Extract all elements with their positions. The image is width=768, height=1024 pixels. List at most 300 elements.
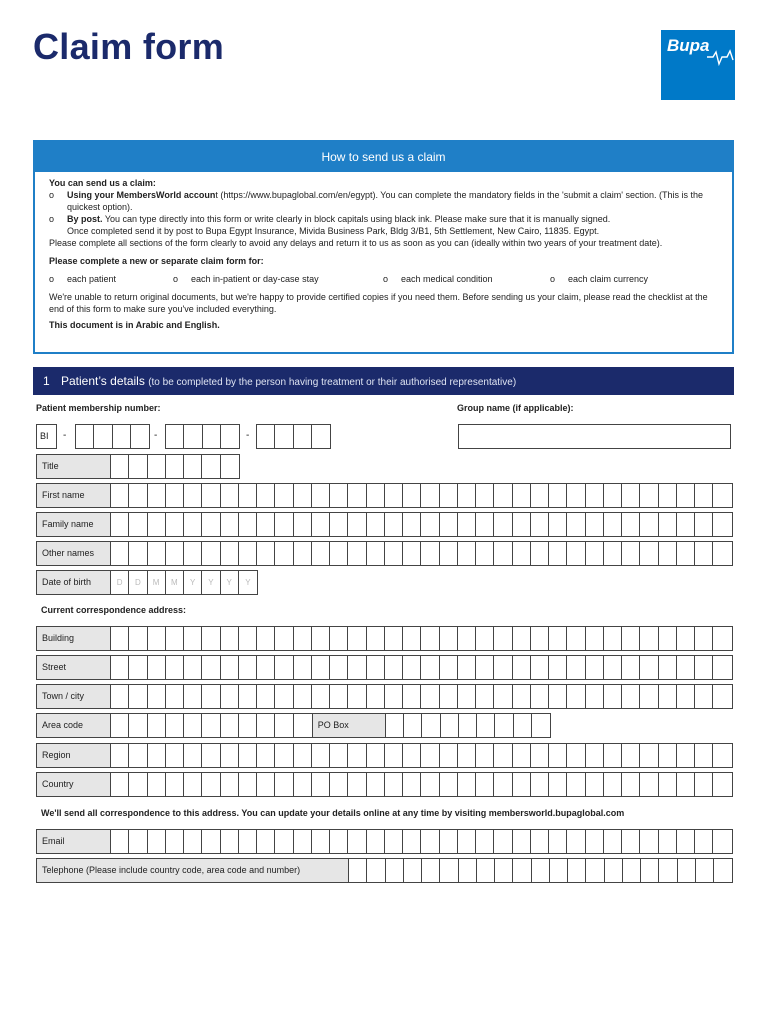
entry-cell[interactable] xyxy=(421,773,439,796)
entry-cell[interactable] xyxy=(166,714,184,737)
entry-cell[interactable] xyxy=(567,484,585,507)
entry-cell[interactable] xyxy=(494,744,512,767)
entry-cell[interactable] xyxy=(312,656,330,679)
entry-cell[interactable] xyxy=(477,714,495,737)
entry-cell[interactable] xyxy=(622,656,640,679)
entry-cell[interactable] xyxy=(477,859,495,882)
entry-cell[interactable] xyxy=(440,859,458,882)
entry-cell[interactable] xyxy=(312,484,330,507)
entry-cell[interactable] xyxy=(440,744,458,767)
entry-cell[interactable] xyxy=(403,773,421,796)
entry-cell[interactable] xyxy=(659,513,677,536)
entry-cell[interactable] xyxy=(202,627,220,650)
entry-cell[interactable] xyxy=(148,656,166,679)
family-name-cells[interactable] xyxy=(111,513,732,536)
entry-cell[interactable] xyxy=(111,627,129,650)
entry-cell[interactable] xyxy=(275,773,293,796)
entry-cell[interactable] xyxy=(111,542,129,565)
entry-cell[interactable] xyxy=(348,685,366,708)
entry-cell[interactable] xyxy=(513,685,531,708)
country-cells[interactable] xyxy=(111,773,732,796)
entry-cell[interactable] xyxy=(586,513,604,536)
membership-digit-cell[interactable] xyxy=(221,425,239,448)
entry-cell[interactable] xyxy=(184,484,202,507)
entry-cell[interactable] xyxy=(713,685,731,708)
entry-cell[interactable] xyxy=(239,714,257,737)
entry-cell[interactable] xyxy=(476,627,494,650)
entry-cell[interactable] xyxy=(494,685,512,708)
entry-cell[interactable] xyxy=(367,542,385,565)
entry-cell[interactable] xyxy=(586,744,604,767)
entry-cell[interactable] xyxy=(568,859,586,882)
entry-cell[interactable] xyxy=(622,744,640,767)
membership-digit-cell[interactable] xyxy=(94,425,112,448)
entry-cell[interactable] xyxy=(166,484,184,507)
entry-cell[interactable] xyxy=(221,714,239,737)
entry-cell[interactable] xyxy=(367,484,385,507)
entry-cell[interactable] xyxy=(221,744,239,767)
entry-cell[interactable] xyxy=(275,513,293,536)
po-box-cells[interactable] xyxy=(386,714,550,737)
entry-cell[interactable] xyxy=(184,455,202,478)
entry-cell[interactable] xyxy=(586,484,604,507)
entry-cell[interactable] xyxy=(294,685,312,708)
entry-cell[interactable] xyxy=(385,830,403,853)
entry-cell[interactable] xyxy=(640,513,658,536)
membership-digit-cell[interactable] xyxy=(203,425,221,448)
entry-cell[interactable] xyxy=(604,744,622,767)
membership-part-1[interactable] xyxy=(75,424,150,449)
entry-cell[interactable] xyxy=(513,513,531,536)
entry-cell[interactable] xyxy=(421,830,439,853)
entry-cell[interactable] xyxy=(330,627,348,650)
entry-cell[interactable] xyxy=(622,685,640,708)
entry-cell[interactable] xyxy=(713,513,731,536)
entry-cell[interactable] xyxy=(312,744,330,767)
entry-cell[interactable] xyxy=(404,859,422,882)
entry-cell[interactable] xyxy=(166,656,184,679)
entry-cell[interactable] xyxy=(677,685,695,708)
entry-cell[interactable] xyxy=(386,859,404,882)
membership-digit-cell[interactable] xyxy=(131,425,149,448)
entry-cell[interactable] xyxy=(421,685,439,708)
entry-cell[interactable] xyxy=(184,773,202,796)
entry-cell[interactable] xyxy=(421,484,439,507)
entry-cell[interactable] xyxy=(604,484,622,507)
entry-cell[interactable] xyxy=(221,484,239,507)
entry-cell[interactable] xyxy=(184,513,202,536)
entry-cell[interactable] xyxy=(495,859,513,882)
entry-cell[interactable] xyxy=(421,627,439,650)
entry-cell[interactable] xyxy=(494,773,512,796)
entry-cell[interactable] xyxy=(330,685,348,708)
entry-cell[interactable] xyxy=(184,830,202,853)
entry-cell[interactable] xyxy=(330,830,348,853)
entry-cell[interactable] xyxy=(604,513,622,536)
entry-cell[interactable] xyxy=(476,484,494,507)
title-cells[interactable] xyxy=(111,455,239,478)
entry-cell[interactable] xyxy=(294,542,312,565)
entry-cell[interactable] xyxy=(403,744,421,767)
entry-cell[interactable] xyxy=(640,656,658,679)
entry-cell[interactable] xyxy=(532,714,550,737)
entry-cell[interactable] xyxy=(640,685,658,708)
entry-cell[interactable] xyxy=(494,830,512,853)
entry-cell[interactable] xyxy=(586,656,604,679)
entry-cell[interactable] xyxy=(513,656,531,679)
entry-cell[interactable] xyxy=(386,714,404,737)
entry-cell[interactable] xyxy=(513,830,531,853)
entry-cell[interactable] xyxy=(604,773,622,796)
entry-cell[interactable] xyxy=(403,685,421,708)
entry-cell[interactable] xyxy=(239,627,257,650)
entry-cell[interactable] xyxy=(422,714,440,737)
entry-cell[interactable] xyxy=(166,744,184,767)
entry-cell[interactable] xyxy=(494,627,512,650)
membership-digit-cell[interactable] xyxy=(113,425,131,448)
entry-cell[interactable] xyxy=(550,859,568,882)
entry-cell[interactable] xyxy=(404,714,422,737)
entry-cell[interactable] xyxy=(257,513,275,536)
entry-cell[interactable] xyxy=(239,773,257,796)
entry-cell[interactable] xyxy=(221,542,239,565)
entry-cell[interactable] xyxy=(330,542,348,565)
entry-cell[interactable] xyxy=(330,773,348,796)
entry-cell[interactable] xyxy=(695,685,713,708)
entry-cell[interactable] xyxy=(458,744,476,767)
entry-cell[interactable] xyxy=(202,455,220,478)
entry-cell[interactable] xyxy=(714,859,732,882)
entry-cell[interactable] xyxy=(586,685,604,708)
entry-cell[interactable] xyxy=(713,542,731,565)
entry-cell[interactable] xyxy=(403,484,421,507)
entry-cell[interactable] xyxy=(367,627,385,650)
entry-cell[interactable] xyxy=(202,685,220,708)
entry-cell[interactable] xyxy=(458,773,476,796)
entry-cell[interactable] xyxy=(385,627,403,650)
entry-cell[interactable] xyxy=(513,627,531,650)
entry-cell[interactable] xyxy=(330,656,348,679)
entry-cell[interactable] xyxy=(294,513,312,536)
entry-cell[interactable] xyxy=(202,714,220,737)
entry-cell[interactable] xyxy=(476,685,494,708)
entry-cell[interactable] xyxy=(513,773,531,796)
entry-cell[interactable] xyxy=(385,656,403,679)
entry-cell[interactable] xyxy=(312,542,330,565)
entry-cell[interactable] xyxy=(403,513,421,536)
entry-cell[interactable] xyxy=(476,513,494,536)
entry-cell[interactable] xyxy=(549,484,567,507)
entry-cell[interactable] xyxy=(494,484,512,507)
entry-cell[interactable] xyxy=(695,656,713,679)
entry-cell[interactable] xyxy=(166,830,184,853)
entry-cell[interactable] xyxy=(677,484,695,507)
entry-cell[interactable] xyxy=(531,744,549,767)
entry-cell[interactable] xyxy=(531,685,549,708)
entry-cell[interactable] xyxy=(695,627,713,650)
entry-cell[interactable] xyxy=(440,513,458,536)
entry-cell[interactable] xyxy=(421,744,439,767)
entry-cell[interactable] xyxy=(514,714,532,737)
entry-cell[interactable] xyxy=(221,455,239,478)
dob-year-cell[interactable]: Y xyxy=(245,578,251,587)
entry-cell[interactable] xyxy=(275,627,293,650)
entry-cell[interactable] xyxy=(257,484,275,507)
entry-cell[interactable] xyxy=(403,627,421,650)
entry-cell[interactable] xyxy=(476,830,494,853)
entry-cell[interactable] xyxy=(148,685,166,708)
entry-cell[interactable] xyxy=(166,685,184,708)
entry-cell[interactable] xyxy=(294,484,312,507)
entry-cell[interactable] xyxy=(166,773,184,796)
entry-cell[interactable] xyxy=(349,859,367,882)
entry-cell[interactable] xyxy=(677,656,695,679)
entry-cell[interactable] xyxy=(695,513,713,536)
entry-cell[interactable] xyxy=(567,744,585,767)
entry-cell[interactable] xyxy=(677,542,695,565)
entry-cell[interactable] xyxy=(129,685,147,708)
entry-cell[interactable] xyxy=(440,542,458,565)
entry-cell[interactable] xyxy=(348,484,366,507)
entry-cell[interactable] xyxy=(257,830,275,853)
entry-cell[interactable] xyxy=(294,714,312,737)
entry-cell[interactable] xyxy=(348,513,366,536)
entry-cell[interactable] xyxy=(677,773,695,796)
entry-cell[interactable] xyxy=(622,542,640,565)
entry-cell[interactable] xyxy=(129,773,147,796)
entry-cell[interactable] xyxy=(312,513,330,536)
entry-cell[interactable] xyxy=(348,656,366,679)
entry-cell[interactable] xyxy=(111,455,129,478)
entry-cell[interactable] xyxy=(257,656,275,679)
entry-cell[interactable] xyxy=(221,627,239,650)
membership-digit-cell[interactable] xyxy=(166,425,184,448)
entry-cell[interactable] xyxy=(312,685,330,708)
entry-cell[interactable] xyxy=(184,744,202,767)
entry-cell[interactable] xyxy=(330,484,348,507)
entry-cell[interactable] xyxy=(459,859,477,882)
entry-cell[interactable] xyxy=(549,685,567,708)
entry-cell[interactable] xyxy=(567,656,585,679)
entry-cell[interactable] xyxy=(531,830,549,853)
entry-cell[interactable] xyxy=(513,542,531,565)
entry-cell[interactable] xyxy=(348,542,366,565)
entry-cell[interactable] xyxy=(421,542,439,565)
entry-cell[interactable] xyxy=(148,627,166,650)
entry-cell[interactable] xyxy=(440,830,458,853)
entry-cell[interactable] xyxy=(458,656,476,679)
entry-cell[interactable] xyxy=(129,714,147,737)
entry-cell[interactable] xyxy=(129,513,147,536)
entry-cell[interactable] xyxy=(257,627,275,650)
entry-cell[interactable] xyxy=(275,484,293,507)
entry-cell[interactable] xyxy=(476,542,494,565)
family-name-field[interactable] xyxy=(36,512,733,537)
entry-cell[interactable] xyxy=(294,830,312,853)
entry-cell[interactable] xyxy=(476,773,494,796)
entry-cell[interactable] xyxy=(586,773,604,796)
entry-cell[interactable] xyxy=(695,773,713,796)
entry-cell[interactable] xyxy=(111,685,129,708)
entry-cell[interactable] xyxy=(385,773,403,796)
entry-cell[interactable] xyxy=(531,627,549,650)
entry-cell[interactable] xyxy=(567,627,585,650)
entry-cell[interactable] xyxy=(494,542,512,565)
entry-cell[interactable] xyxy=(202,484,220,507)
entry-cell[interactable] xyxy=(111,830,129,853)
entry-cell[interactable] xyxy=(239,542,257,565)
country-field[interactable] xyxy=(36,772,733,797)
entry-cell[interactable] xyxy=(640,542,658,565)
membership-digit-cell[interactable] xyxy=(76,425,94,448)
entry-cell[interactable] xyxy=(494,513,512,536)
town-cells[interactable] xyxy=(111,685,732,708)
entry-cell[interactable] xyxy=(659,627,677,650)
entry-cell[interactable] xyxy=(677,744,695,767)
entry-cell[interactable] xyxy=(458,513,476,536)
entry-cell[interactable] xyxy=(567,513,585,536)
entry-cell[interactable] xyxy=(239,656,257,679)
entry-cell[interactable] xyxy=(202,773,220,796)
entry-cell[interactable] xyxy=(458,542,476,565)
entry-cell[interactable] xyxy=(421,656,439,679)
membership-part-2[interactable] xyxy=(165,424,240,449)
entry-cell[interactable] xyxy=(695,744,713,767)
dob-field[interactable] xyxy=(36,570,258,595)
telephone-field[interactable] xyxy=(36,858,733,883)
entry-cell[interactable] xyxy=(275,744,293,767)
entry-cell[interactable] xyxy=(604,542,622,565)
entry-cell[interactable] xyxy=(184,656,202,679)
entry-cell[interactable] xyxy=(422,859,440,882)
entry-cell[interactable] xyxy=(129,656,147,679)
entry-cell[interactable] xyxy=(257,773,275,796)
entry-cell[interactable] xyxy=(294,744,312,767)
entry-cell[interactable] xyxy=(549,656,567,679)
entry-cell[interactable] xyxy=(111,744,129,767)
entry-cell[interactable] xyxy=(495,714,513,737)
entry-cell[interactable] xyxy=(549,773,567,796)
entry-cell[interactable] xyxy=(531,542,549,565)
entry-cell[interactable] xyxy=(494,656,512,679)
dob-year-cell[interactable]: Y xyxy=(184,571,202,594)
entry-cell[interactable] xyxy=(129,455,147,478)
entry-cell[interactable] xyxy=(129,744,147,767)
entry-cell[interactable] xyxy=(476,656,494,679)
entry-cell[interactable] xyxy=(348,744,366,767)
entry-cell[interactable] xyxy=(111,656,129,679)
entry-cell[interactable] xyxy=(549,542,567,565)
entry-cell[interactable] xyxy=(202,830,220,853)
entry-cell[interactable] xyxy=(111,773,129,796)
entry-cell[interactable] xyxy=(348,830,366,853)
entry-cell[interactable] xyxy=(330,744,348,767)
membership-digit-cell[interactable] xyxy=(184,425,202,448)
entry-cell[interactable] xyxy=(640,484,658,507)
entry-cell[interactable] xyxy=(275,830,293,853)
entry-cell[interactable] xyxy=(458,830,476,853)
entry-cell[interactable] xyxy=(221,830,239,853)
entry-cell[interactable] xyxy=(367,685,385,708)
area-code-field[interactable] xyxy=(36,713,551,738)
entry-cell[interactable] xyxy=(148,542,166,565)
entry-cell[interactable] xyxy=(531,513,549,536)
entry-cell[interactable] xyxy=(239,744,257,767)
entry-cell[interactable] xyxy=(458,484,476,507)
entry-cell[interactable] xyxy=(586,830,604,853)
region-cells[interactable] xyxy=(111,744,732,767)
dob-year-cell[interactable]: Y xyxy=(221,571,239,594)
entry-cell[interactable] xyxy=(622,484,640,507)
entry-cell[interactable] xyxy=(659,484,677,507)
entry-cell[interactable] xyxy=(312,627,330,650)
region-field[interactable] xyxy=(36,743,733,768)
entry-cell[interactable] xyxy=(184,714,202,737)
entry-cell[interactable] xyxy=(641,859,659,882)
dob-day-cell[interactable]: D xyxy=(129,571,147,594)
entry-cell[interactable] xyxy=(275,685,293,708)
membership-digit-cell[interactable] xyxy=(257,425,275,448)
entry-cell[interactable] xyxy=(695,542,713,565)
entry-cell[interactable] xyxy=(221,685,239,708)
entry-cell[interactable] xyxy=(148,513,166,536)
area-code-cells[interactable] xyxy=(111,714,312,737)
entry-cell[interactable] xyxy=(330,513,348,536)
entry-cell[interactable] xyxy=(148,484,166,507)
entry-cell[interactable] xyxy=(640,830,658,853)
entry-cell[interactable] xyxy=(586,542,604,565)
entry-cell[interactable] xyxy=(586,627,604,650)
entry-cell[interactable] xyxy=(221,656,239,679)
entry-cell[interactable] xyxy=(385,542,403,565)
membership-digit-cell[interactable] xyxy=(294,425,312,448)
dob-cells[interactable] xyxy=(111,571,257,594)
entry-cell[interactable] xyxy=(367,859,385,882)
entry-cell[interactable] xyxy=(202,744,220,767)
entry-cell[interactable] xyxy=(713,484,731,507)
entry-cell[interactable] xyxy=(567,773,585,796)
entry-cell[interactable] xyxy=(622,773,640,796)
entry-cell[interactable] xyxy=(111,513,129,536)
entry-cell[interactable] xyxy=(184,542,202,565)
entry-cell[interactable] xyxy=(202,656,220,679)
entry-cell[interactable] xyxy=(622,513,640,536)
title-field[interactable] xyxy=(36,454,240,479)
entry-cell[interactable] xyxy=(513,744,531,767)
entry-cell[interactable] xyxy=(275,656,293,679)
entry-cell[interactable] xyxy=(549,830,567,853)
entry-cell[interactable] xyxy=(367,656,385,679)
entry-cell[interactable] xyxy=(623,859,641,882)
entry-cell[interactable] xyxy=(385,744,403,767)
first-name-field[interactable] xyxy=(36,483,733,508)
entry-cell[interactable] xyxy=(677,830,695,853)
entry-cell[interactable] xyxy=(696,859,714,882)
entry-cell[interactable] xyxy=(513,484,531,507)
entry-cell[interactable] xyxy=(604,627,622,650)
entry-cell[interactable] xyxy=(622,627,640,650)
entry-cell[interactable] xyxy=(440,484,458,507)
entry-cell[interactable] xyxy=(440,656,458,679)
street-cells[interactable] xyxy=(111,656,732,679)
entry-cell[interactable] xyxy=(458,627,476,650)
entry-cell[interactable] xyxy=(677,513,695,536)
dob-month-cell[interactable]: M xyxy=(166,571,184,594)
entry-cell[interactable] xyxy=(659,859,677,882)
other-names-cells[interactable] xyxy=(111,542,732,565)
entry-cell[interactable] xyxy=(441,714,459,737)
town-field[interactable] xyxy=(36,684,733,709)
